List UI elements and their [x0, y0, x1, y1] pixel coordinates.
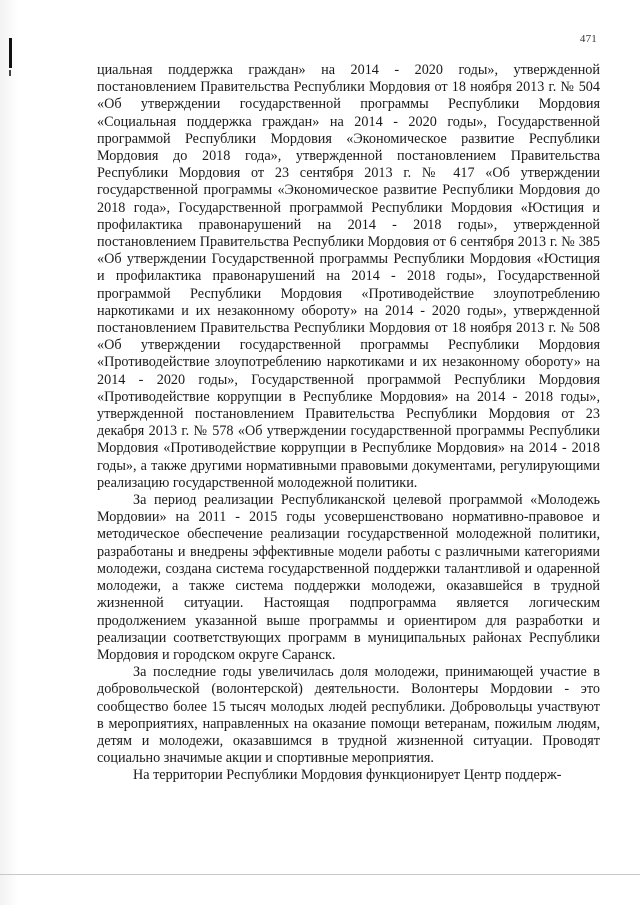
- scan-shadow-edge: [0, 0, 18, 905]
- scan-artifact-dot: [9, 70, 11, 76]
- paragraph-4: На территории Республики Мордовия функционирует Центр поддерж-: [133, 767, 562, 784]
- paragraph-3: За последние годы увеличилась доля молодежи, принимающей участие в добровольческой (волонтерской) деятельности. Волонтеры Мордовии - это сообщество более 15 тысяч молодых людей республики. Добровольцы участвуют в мероприятиях, направленных на оказание помощи ветеранам, пожилым людям, детям и молодежи, оказавшимся в трудной жизненной ситуации. Проводят социально значимые акции и спортивные мероприятия.: [97, 664, 600, 767]
- page-number: 471: [579, 33, 597, 45]
- paragraph-2: За период реализации Республиканской целевой программой «Молодежь Мордовии» на 2011 - 2015 годы усовершенствовано нормативно-правовое и методическое обеспечение реализации государственной молодежной политики, разработаны и внедрены эффективные модели работы с различными категориями молодежи, создана система государственной поддержки талантливой и одаренной молодежи, а также система поддержки молодежи, оказавшейся в трудной жизненной ситуации. Настоящая подпрограмма является логическим продолжением указанной выше программы и ориентиром для разработки и реализации соответствующих программ в муниципальных районах Республики Мордовия и городском округе Саранск.: [97, 492, 600, 663]
- scan-bottom-line: [0, 874, 640, 875]
- document-body: [97, 62, 600, 785]
- scan-artifact-mark: [9, 38, 12, 68]
- paragraph-1: циальная поддержка граждан» на 2014 - 2020 годы», утвержденной постановлением Правительства Республики Мордовия от 18 ноября 2013 г. № 504 «Об утверждении государственной программы Республики Мордовия «Социальная поддержка граждан» на 2014 - 2020 годы», Государственной программой Республики Мордовия «Экономическое развитие Республики Мордовия до 2018 года», утвержденной постановлением Правительства Республики Мордовия от 23 сентября 2013 г. № 417 «Об утверждении государственной программы «Экономическое развитие Республики Мордовия до 2018 года», Государственной программой Республики Мордовия «Юстиция и профилактика правонарушений на 2014 - 2018 годы», утвержденной постановлением Правительства Республики Мордовия от 6 сентября 2013 г. № 385 «Об утверждении Государственной программы Республики Мордовия «Юстиция и профилактика правонарушений на 2014 - 2018 годы», Государственной программой Республики Мордовия «Противодействие злоупотреблению наркотиками и их незаконному обороту» на 2014 - 2020 годы», утвержденной постановлением Правительства Республики Мордовия от 18 ноября 2013 г. № 508 «Об утверждении государственной программы Республики Мордовия «Противодействие злоупотреблению наркотиками и их незаконному обороту» на 2014 - 2020 годы», Государственной программой Республики Мордовия «Противодействие коррупции в Республике Мордовия» на 2014 - 2018 годы», утвержденной постановлением Правительства Республики Мордовия от 23 декабря 2013 г. № 578 «Об утверждении государственной программы Республики Мордовия «Противодействие коррупции в Республике Мордовия» на 2014 - 2018 годы», а также другими нормативными правовыми документами, регулирующими реализацию государственной молодежной политики.: [97, 62, 600, 491]
